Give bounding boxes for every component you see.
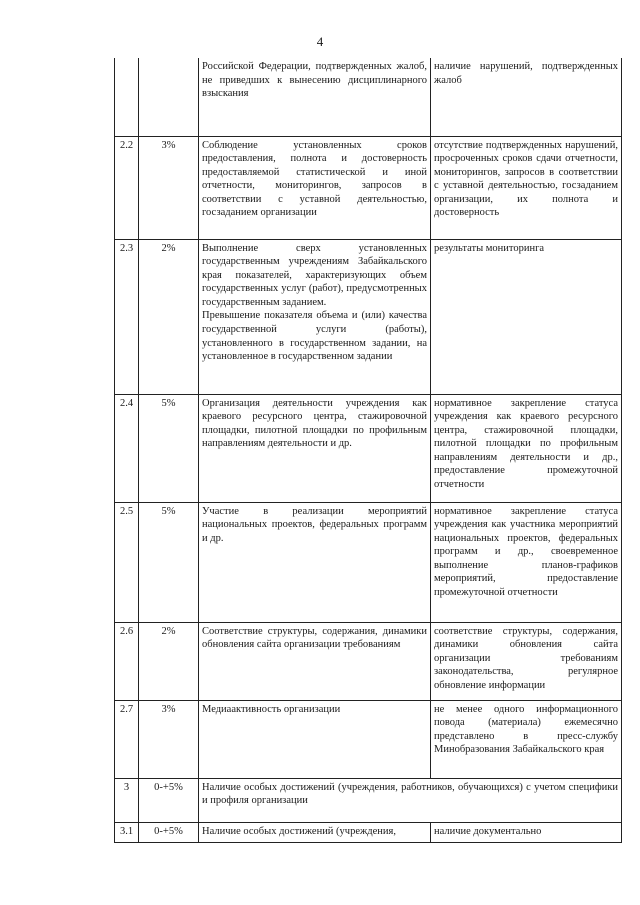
- row-criterion: [199, 700, 431, 778]
- criteria-table: [114, 58, 622, 843]
- criteria-table-body: [115, 58, 622, 842]
- criterion-paragraph: Соблюдение установленных сроков предоставления, полнота и достоверность предоставляемой статистической и иной отчетности, мониторингов, запросов в соответствии с уставной деятельностью, госзаданием организации: [202, 139, 427, 219]
- row-percent: 3%: [139, 700, 199, 778]
- row-percent: 2%: [139, 239, 199, 394]
- row-percent: 2%: [139, 622, 199, 700]
- row-percent: 5%: [139, 502, 199, 622]
- row-percent: 0-+5%: [139, 822, 199, 842]
- row-percent: 5%: [139, 394, 199, 502]
- row-criterion: [199, 502, 431, 622]
- row-number: 2.7: [115, 700, 139, 778]
- row-percent: [139, 58, 199, 136]
- row-indicator: нормативное закрепление статуса учреждения как участника мероприятий национальных проектов, федеральных программ и др., своевременное выполнение планов-графиков мероприятий, предоставление промежуточной отчетности: [431, 502, 622, 622]
- criterion-paragraph: Превышение показателя объема и (или) качества государственной услуги (работы), установленного в государственном задании, на установленное в государственном задании: [202, 310, 427, 363]
- row-number: 3: [115, 778, 139, 822]
- row-criterion: [199, 239, 431, 394]
- row-indicator: результаты мониторинга: [431, 239, 622, 394]
- row-number: 2.6: [115, 622, 139, 700]
- criterion-paragraph: Участие в реализации мероприятий национальных проектов, федеральных программ и др.: [202, 505, 427, 544]
- table-row: [115, 822, 622, 842]
- table-row: [115, 394, 622, 502]
- row-percent: 3%: [139, 136, 199, 239]
- page-number: 4: [316, 34, 324, 49]
- row-criterion: [199, 394, 431, 502]
- row-number: 2.4: [115, 394, 139, 502]
- row-indicator: наличие нарушений, подтвержденных жалоб: [431, 58, 622, 136]
- row-number: [115, 58, 139, 136]
- criterion-paragraph: Медиаактивность организации: [202, 703, 341, 715]
- row-indicator: наличие документально: [431, 822, 622, 842]
- section-heading: Наличие особых достижений (учреждения, работников, обучающихся) с учетом специфики и профиля организации: [199, 778, 622, 822]
- row-percent: 0-+5%: [139, 778, 199, 822]
- row-number: 2.3: [115, 239, 139, 394]
- table-row: [115, 622, 622, 700]
- row-indicator: нормативное закрепление статуса учреждения как краевого ресурсного центра, стажировочной площадки, пилотной площадки по профильным направлениям деятельности и др., предоставление промежуточной отчетности: [431, 394, 622, 502]
- row-number: 2.5: [115, 502, 139, 622]
- table-row: [115, 239, 622, 394]
- table-row: [115, 58, 622, 136]
- row-criterion: [199, 622, 431, 700]
- criterion-paragraph: Соответствие структуры, содержания, динамики обновления сайта организации требованиям: [202, 625, 427, 651]
- criterion-paragraph: Выполнение сверх установленных государственным учреждениям Забайкальского края показателей, характеризующих объем государственных услуг (работ), предусмотренных государственным заданием.: [202, 242, 427, 308]
- criterion-paragraph: Организация деятельности учреждения как краевого ресурсного центра, стажировочной площадки, пилотной площадки по профильным направлениям деятельности и др.: [202, 397, 427, 450]
- row-criterion: [199, 58, 431, 136]
- row-indicator: отсутствие подтвержденных нарушений, просроченных сроков сдачи отчетности, мониторингов, запросов в соответствии с уставной деятельностью, госзаданием организации, их полнота и достоверность: [431, 136, 622, 239]
- table-row: [115, 502, 622, 622]
- row-indicator: соответствие структуры, содержания, динамики обновления сайта организации требованиям законодательства, регулярное обновление информации: [431, 622, 622, 700]
- row-number: 3.1: [115, 822, 139, 842]
- row-indicator: не менее одного информационного повода (материала) ежемесячно представлено в пресс-службу Минобразования Забайкальского края: [431, 700, 622, 778]
- row-criterion: [199, 136, 431, 239]
- row-criterion: Наличие особых достижений (учреждения,: [199, 822, 431, 842]
- table-row: [115, 700, 622, 778]
- row-number: 2.2: [115, 136, 139, 239]
- criterion-paragraph: Российской Федерации, подтвержденных жалоб, не приведших к вынесению дисциплинарного взыскания: [202, 61, 427, 100]
- table-row-section: [115, 778, 622, 822]
- table-row: [115, 136, 622, 239]
